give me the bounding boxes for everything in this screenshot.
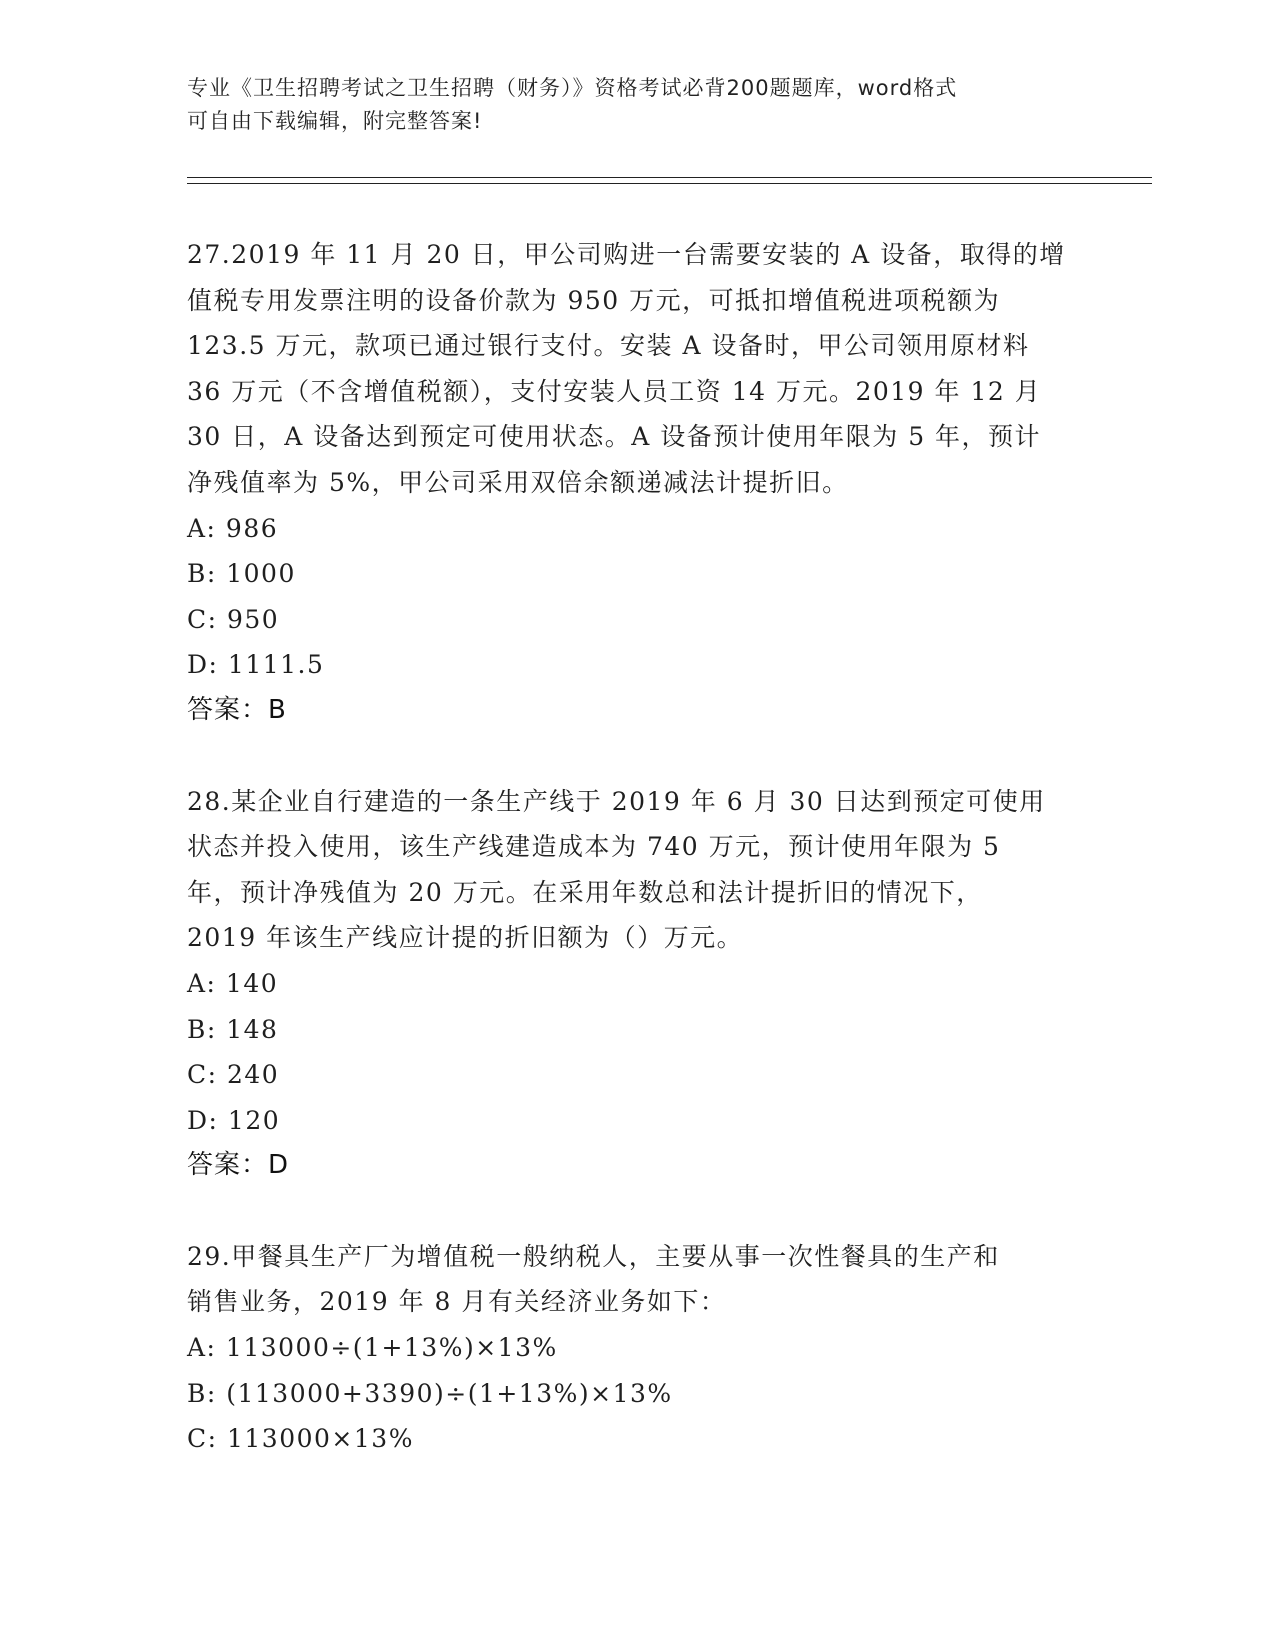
option-b: B: (113000+3390)÷(1+13%)×13% bbox=[187, 1378, 673, 1408]
option-d: D: 120 bbox=[187, 1105, 281, 1135]
document-header bbox=[187, 72, 1067, 138]
option-a: A: 113000÷(1+13%)×13% bbox=[187, 1333, 558, 1363]
option-c: C: 240 bbox=[187, 1060, 280, 1090]
answer: 答案：B bbox=[187, 694, 287, 725]
question-stem: 28.某企业自行建造的一条生产线于 2019 年 6 月 30 日达到预定可使用 状态并投入使用，该生产线建造成本为 740 万元，预计使用年限为 5 年，预计净残值为 20 万元。在采用年数总和法计提折旧的情况下， 2019 年该生产线应计提的折旧额为（）万元。 bbox=[187, 786, 1046, 953]
option-a: A: 140 bbox=[187, 968, 279, 998]
option-b: B: 1000 bbox=[187, 559, 296, 589]
header-divider-bottom bbox=[187, 183, 1152, 184]
question-28 bbox=[187, 779, 1087, 1189]
option-c: C: 113000×13% bbox=[187, 1424, 414, 1454]
option-b: B: 148 bbox=[187, 1014, 279, 1044]
question-stem: 27.2019 年 11 月 20 日，甲公司购进一台需要安装的 A 设备，取得的增 值税专用发票注明的设备价款为 950 万元，可抵扣增值税进项税额为 123.5 万元，款项已通过银行支付。安装 A 设备时，甲公司领用原材料 36 万元（不含增值税额），支付安装人员工资 14 万元。2019 年 12 月 30 日，A 设备达到预定可使用状态。A 设备预计使用年限为 5 年，预计 净残值率为 5%，甲公司采用双倍余额递减法计提折旧。 bbox=[187, 240, 1066, 497]
header-line-2: 可自由下载编辑，附完整答案! bbox=[187, 109, 483, 133]
header-line-1: 专业《卫生招聘考试之卫生招聘（财务）》资格考试必背200题题库，word格式 bbox=[187, 76, 958, 100]
question-29 bbox=[187, 1234, 1087, 1462]
answer: 答案：D bbox=[187, 1150, 290, 1181]
question-list bbox=[187, 232, 1087, 1462]
question-27 bbox=[187, 232, 1087, 734]
option-a: A: 986 bbox=[187, 513, 279, 543]
header-divider-top bbox=[187, 177, 1152, 178]
question-stem: 29.甲餐具生产厂为增值税一般纳税人，主要从事一次性餐具的生产和 销售业务，2019 年 8 月有关经济业务如下： bbox=[187, 1241, 1000, 1317]
option-d: D: 1111.5 bbox=[187, 650, 325, 680]
option-c: C: 950 bbox=[187, 604, 280, 634]
